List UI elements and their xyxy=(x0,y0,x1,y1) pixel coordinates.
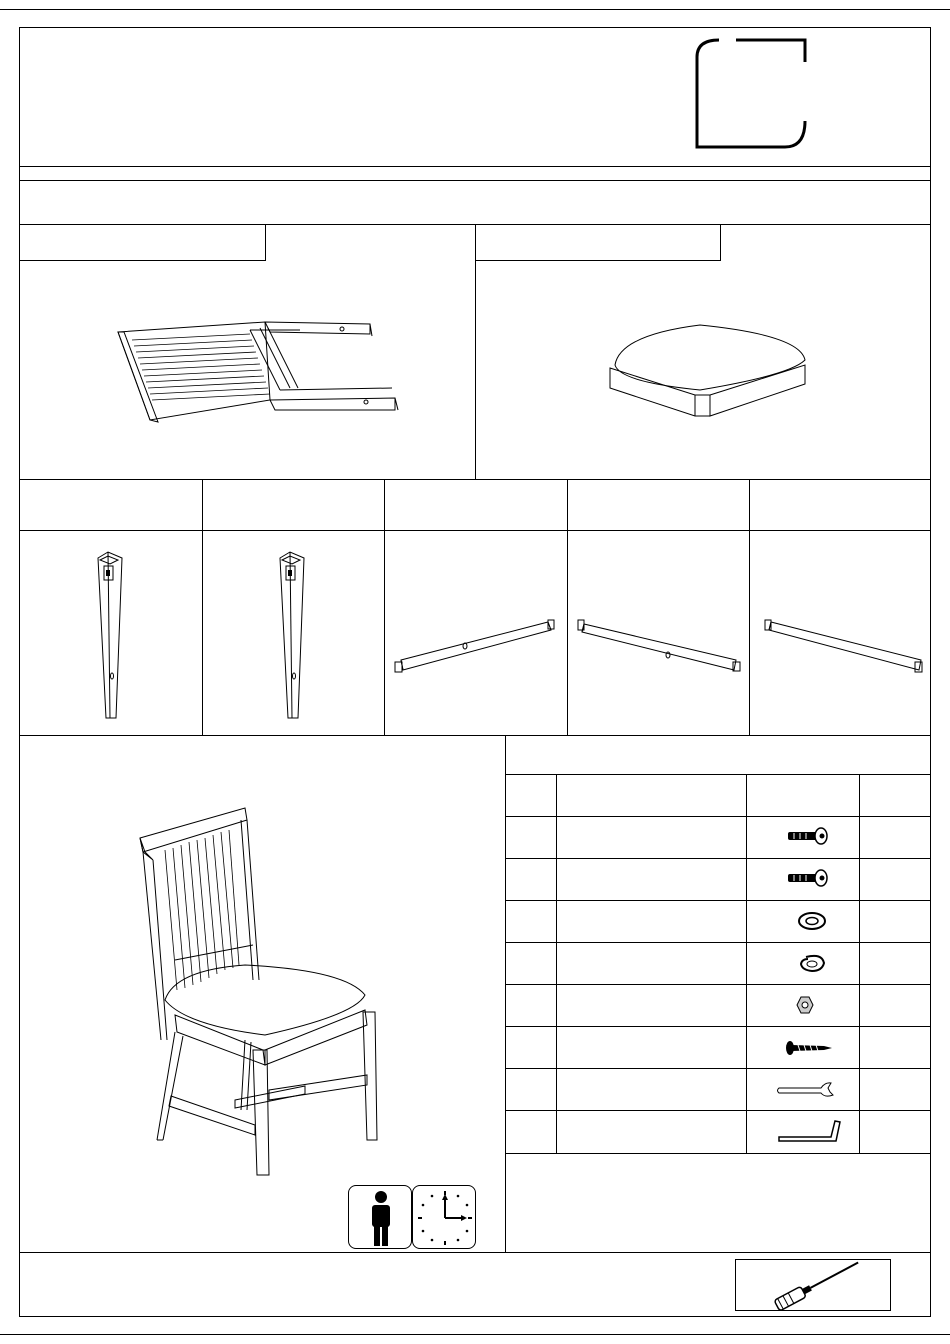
hex-nut-icon xyxy=(793,994,817,1018)
hardware-col-divider-1 xyxy=(556,774,557,1153)
small-parts-divider-1 xyxy=(202,479,203,735)
hardware-table xyxy=(505,735,931,1252)
hardware-table-rule xyxy=(505,858,931,859)
assembly-time-badge xyxy=(412,1185,476,1249)
small-parts-divider-3 xyxy=(567,479,568,735)
hardware-col-divider-3 xyxy=(859,774,860,1153)
hardware-table-rule xyxy=(505,1026,931,1027)
stretcher-rail-drawing xyxy=(393,618,558,678)
allen-key-icon xyxy=(775,1117,845,1147)
top-rule xyxy=(0,9,950,10)
small-parts-divider-2 xyxy=(384,479,385,735)
screwdriver-icon xyxy=(736,1260,892,1312)
hardware-table-rule xyxy=(505,942,931,943)
main-parts-divider xyxy=(475,224,476,479)
hardware-table-rule xyxy=(505,1110,931,1111)
long-bolt-icon xyxy=(780,825,840,849)
main-parts-bottom-rule xyxy=(19,479,931,480)
hardware-table-rule xyxy=(505,816,931,817)
tool-required-box xyxy=(735,1259,891,1311)
hardware-table-bottom-rule xyxy=(505,1153,931,1154)
assembled-chair-drawing xyxy=(135,800,395,1190)
wrench-icon xyxy=(775,1078,845,1102)
bolt-icon xyxy=(780,867,840,891)
part-label-box-seat xyxy=(475,224,721,261)
seat-cushion-drawing xyxy=(610,320,810,420)
hardware-col-divider-2 xyxy=(746,774,747,1153)
lock-washer-icon xyxy=(794,951,834,975)
footer-top-rule xyxy=(19,1252,931,1253)
hardware-table-rule xyxy=(505,900,931,901)
subtitle-bar xyxy=(19,180,931,224)
small-parts-divider-4 xyxy=(749,479,750,735)
header-section xyxy=(19,27,931,167)
one-person-badge xyxy=(348,1185,412,1249)
bottom-rule xyxy=(0,1334,950,1335)
part-label-box-back-frame xyxy=(19,224,266,261)
product-badge-icon xyxy=(689,35,819,155)
header-divider xyxy=(19,166,931,167)
wood-screw-icon xyxy=(780,1036,840,1060)
small-parts-label-rule xyxy=(19,530,931,531)
front-leg-drawing xyxy=(90,550,130,720)
hardware-table-rule xyxy=(505,984,931,985)
front-leg-drawing xyxy=(272,550,312,720)
stretcher-rail-drawing xyxy=(763,618,928,678)
hardware-table-header-rule xyxy=(505,774,931,775)
stretcher-rail-drawing xyxy=(578,618,743,678)
one-person-icon xyxy=(349,1186,413,1250)
clock-icon xyxy=(413,1186,477,1250)
hardware-table-rule xyxy=(505,1068,931,1069)
flat-washer-icon xyxy=(794,909,834,933)
chair-back-frame-drawing xyxy=(110,310,410,430)
